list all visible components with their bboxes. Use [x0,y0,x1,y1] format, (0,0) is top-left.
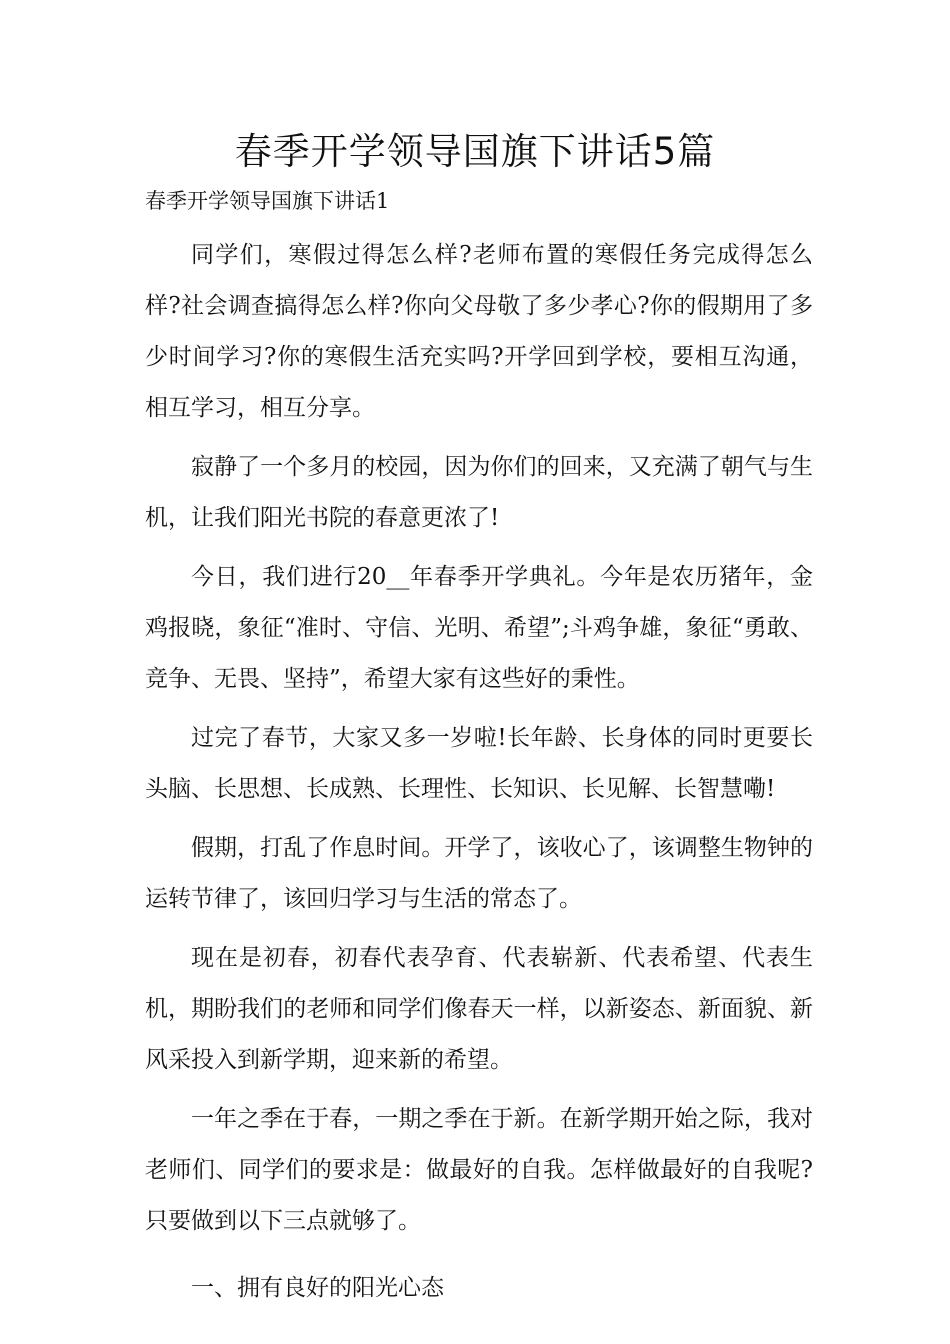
paragraph: 假期，打乱了作息时间。开学了，该收心了，该调整生物钟的运转节律了，该回归学习与生活的常态了。 [145,835,813,912]
paragraph: 过完了春节，大家又多一岁啦!长年龄、长身体的同时更要长头脑、长思想、长成熟、长理性、长知识、长见解、长智慧嘞! [145,725,813,802]
document-title: 春季开学领导国旗下讲话5篇 [234,130,716,173]
document-subtitle: 春季开学领导国旗下讲话1 [145,189,390,213]
section-heading: 一、拥有良好的阳光心态 [191,1275,444,1301]
paragraph: 寂静了一个多月的校园，因为你们的回来，又充满了朝气与生机，让我们阳光书院的春意更浓了! [145,454,813,531]
paragraph: 今日，我们进行20__年春季开学典礼。今年是农历猪年，金鸡报晓，象征“准时、守信、光明、希望”;斗鸡争雄，象征“勇敢、竞争、无畏、坚持”，希望大家有这些好的秉性。 [145,564,813,692]
document-body [145,230,813,1322]
paragraph: 现在是初春，初春代表孕育、代表崭新、代表希望、代表生机，期盼我们的老师和同学们像春天一样，以新姿态、新面貌、新风采投入到新学期，迎来新的希望。 [145,945,813,1073]
paragraph: 同学们，寒假过得怎么样?老师布置的寒假任务完成得怎么样?社会调查搞得怎么样?你向父母敬了多少孝心?你的假期用了多少时间学习?你的寒假生活充实吗?开学回到学校，要相互沟通，相互学习，相互分享。 [145,242,813,421]
paragraph: 一年之季在于春，一期之季在于新。在新学期开始之际，我对老师们、同学们的要求是：做最好的自我。怎样做最好的自我呢?只要做到以下三点就够了。 [145,1106,813,1234]
